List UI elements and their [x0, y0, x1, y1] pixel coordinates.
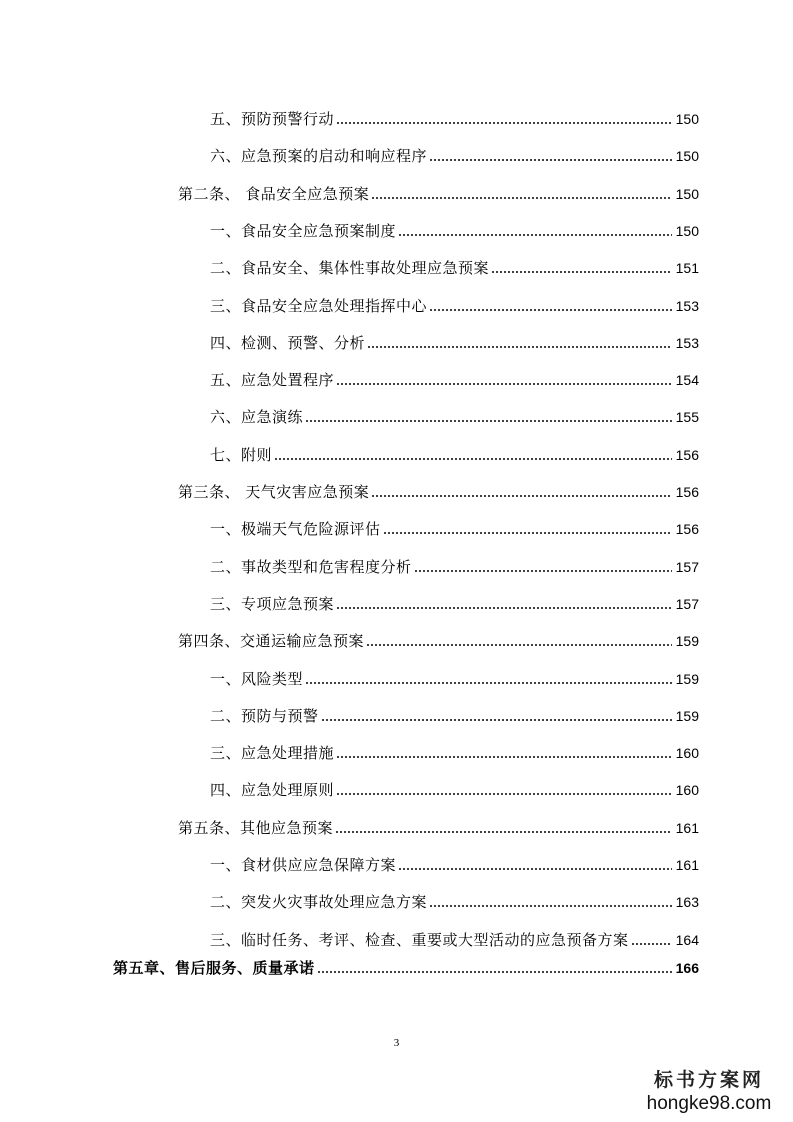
toc-entry-title: 一、极端天气危险源评估: [210, 520, 381, 539]
watermark: [639, 1068, 779, 1116]
toc-entry-title: 五、预防预警行动: [210, 110, 335, 128]
toc-entry-title: 二、食品安全、集体性事故处理应急预案: [210, 259, 490, 278]
toc-entry-page: 156: [675, 446, 699, 463]
toc-entry-page: 161: [675, 857, 699, 873]
toc-subsection-entry[interactable]: [210, 519, 699, 539]
toc-subsection-entry[interactable]: [210, 370, 699, 390]
toc-subsection-entry[interactable]: [210, 706, 699, 726]
toc-entry-page: 159: [675, 707, 699, 724]
toc-dot-leader: [321, 719, 672, 721]
toc-dot-leader: [429, 905, 672, 907]
toc-subsection-entry[interactable]: [210, 743, 699, 763]
toc-dot-leader: [367, 346, 672, 348]
toc-dot-leader: [491, 271, 672, 273]
toc-entry-page: 159: [675, 633, 699, 650]
toc-entry-page: 156: [675, 484, 699, 500]
toc-entry-title: 二、事故类型和危害程度分析: [210, 557, 412, 576]
toc-entry-page: 161: [675, 819, 699, 836]
toc-entry-page: 150: [675, 111, 699, 127]
toc-entry-page: 151: [675, 260, 699, 277]
toc-dot-leader: [305, 682, 672, 684]
toc-entry-page: 160: [675, 782, 699, 799]
toc-dot-leader: [383, 532, 672, 534]
toc-entry-title: 第五条、其他应急预案: [178, 818, 334, 837]
toc-entry-title: 七、附则: [210, 445, 273, 464]
toc-subsection-entry[interactable]: [210, 780, 699, 800]
toc-chapter-entry[interactable]: [113, 958, 699, 978]
toc-subsection-entry[interactable]: [210, 930, 699, 950]
watermark-url: hongke98.com: [646, 1093, 772, 1114]
toc-entry-page: 156: [675, 521, 699, 538]
toc-subsection-entry[interactable]: [210, 594, 699, 614]
toc-dot-leader: [336, 383, 672, 385]
toc-dot-leader: [398, 234, 672, 236]
toc-entry-page: 154: [675, 372, 699, 389]
toc-subsection-entry[interactable]: [210, 109, 699, 129]
toc-subsection-entry[interactable]: [210, 445, 699, 465]
toc-entry-title: 三、专项应急预案: [210, 594, 335, 613]
toc-entry-title: 一、食品安全应急预案制度: [210, 221, 397, 240]
toc-dot-leader: [305, 420, 672, 422]
toc-subsection-entry[interactable]: [210, 333, 699, 353]
toc-subsection-entry[interactable]: [210, 146, 699, 166]
toc-entry-title: 第五章、售后服务、质量承诺: [113, 959, 315, 977]
toc-dot-leader: [398, 868, 672, 870]
toc-dot-leader: [336, 756, 672, 758]
toc-entry-page: 157: [675, 595, 699, 612]
toc-entry-title: 三、食品安全应急处理指挥中心: [210, 296, 428, 315]
toc-dot-leader: [429, 309, 672, 311]
toc-entry-title: 五、应急处置程序: [210, 371, 335, 390]
toc-entry-title: 第二条、 食品安全应急预案: [178, 184, 370, 203]
toc-entry-title: 一、风险类型: [210, 669, 304, 688]
toc-entry-page: 157: [675, 558, 699, 575]
watermark-title: 标书方案网: [653, 1069, 764, 1091]
toc-dot-leader: [274, 458, 672, 460]
toc-entry-title: 六、应急演练: [210, 408, 304, 427]
toc-section-entry[interactable]: [178, 482, 699, 502]
toc-entry-page: 153: [675, 334, 699, 351]
toc-dot-leader: [414, 570, 672, 572]
toc-entry-page: 163: [675, 894, 699, 911]
toc-subsection-entry[interactable]: [210, 221, 699, 241]
toc-dot-leader: [336, 122, 672, 124]
toc-entry-page: 153: [675, 297, 699, 314]
toc-entry-page: 160: [675, 745, 699, 762]
toc-dot-leader: [336, 607, 672, 609]
toc-section-entry[interactable]: [178, 818, 699, 838]
toc-entry-title: 第三条、 天气灾害应急预案: [178, 483, 370, 501]
toc-dot-leader: [336, 793, 672, 795]
toc-entry-page: 164: [675, 931, 699, 948]
toc-entry-title: 二、突发火灾事故处理应急方案: [210, 893, 428, 912]
toc-subsection-entry[interactable]: [210, 892, 699, 912]
toc-subsection-entry[interactable]: [210, 407, 699, 427]
toc-dot-leader: [335, 831, 672, 833]
toc-entry-title: 四、应急处理原则: [210, 781, 335, 800]
toc-subsection-entry[interactable]: [210, 669, 699, 689]
toc-dot-leader: [317, 971, 672, 973]
toc-entry-page: 150: [675, 222, 699, 239]
toc-dot-leader: [631, 943, 672, 945]
toc-entry-title: 第四条、交通运输应急预案: [178, 632, 365, 651]
toc-dot-leader: [371, 495, 671, 497]
toc-dot-leader: [371, 197, 671, 199]
toc-subsection-entry[interactable]: [210, 258, 699, 278]
toc-section-entry[interactable]: [178, 184, 699, 204]
page-number: 3: [393, 1037, 400, 1049]
toc-entry-title: 三、临时任务、考评、检查、重要或大型活动的应急预备方案: [210, 930, 629, 949]
toc-entry-page: 166: [675, 960, 699, 976]
toc-entry-title: 一、食材供应应急保障方案: [210, 856, 397, 874]
toc-entry-title: 四、检测、预警、分析: [210, 333, 366, 352]
toc-dot-leader: [366, 644, 672, 646]
toc-entry-title: 三、应急处理措施: [210, 744, 335, 763]
toc-entry-title: 六、应急预案的启动和响应程序: [210, 147, 428, 166]
toc-dot-leader: [429, 159, 672, 161]
toc-subsection-entry[interactable]: [210, 296, 699, 316]
toc-entry-page: 155: [675, 409, 699, 426]
toc-entry-page: 159: [675, 670, 699, 687]
toc-entry-page: 150: [675, 148, 699, 165]
toc-section-entry[interactable]: [178, 631, 699, 651]
toc-entry-title: 二、预防与预警: [210, 706, 319, 725]
toc-subsection-entry[interactable]: [210, 557, 699, 577]
toc-entry-page: 150: [675, 185, 699, 202]
toc-subsection-entry[interactable]: [210, 855, 699, 875]
